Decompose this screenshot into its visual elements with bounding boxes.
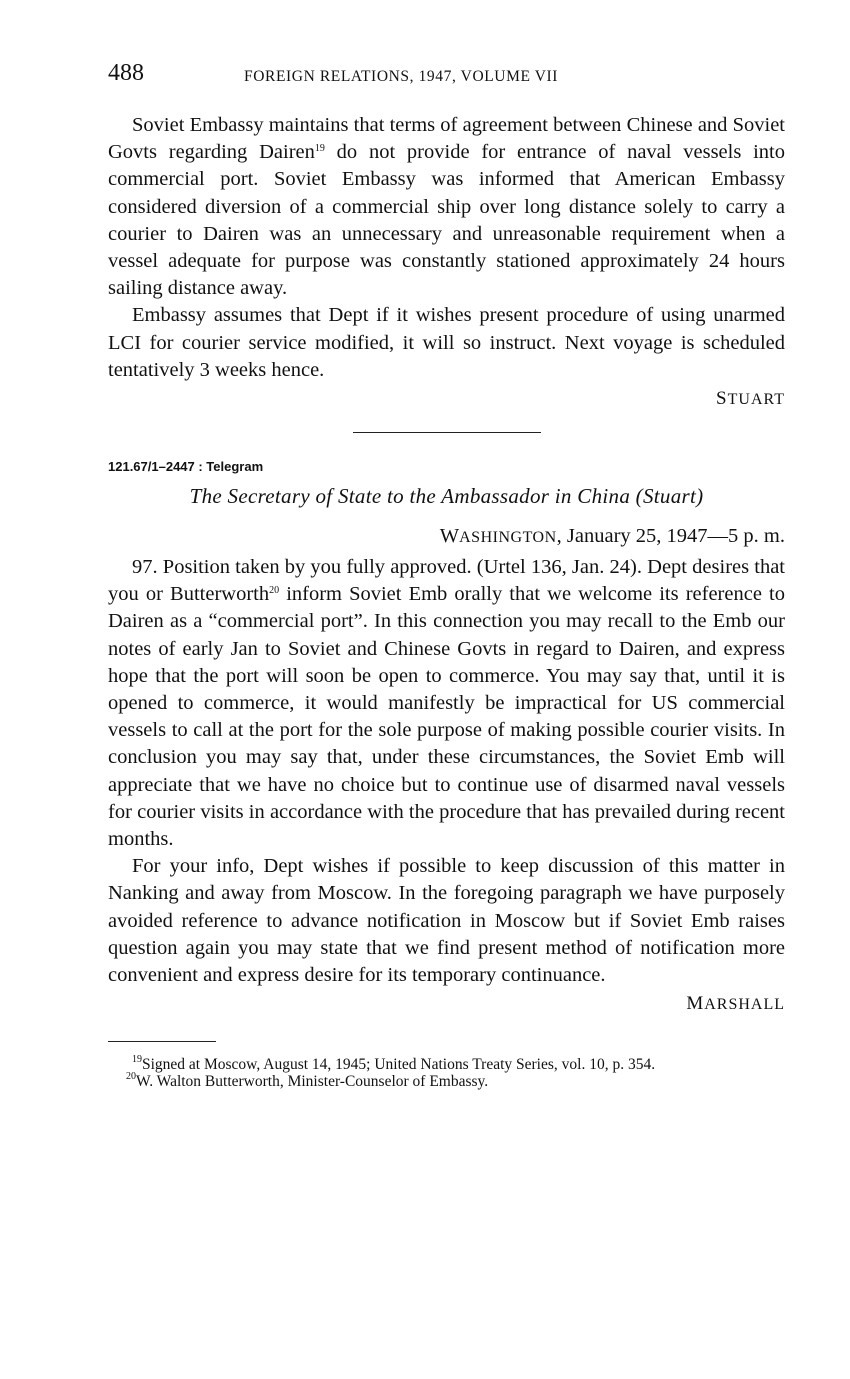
footnote-ref-20[interactable]: 20 (269, 585, 280, 597)
prior-paragraph-1 (108, 112, 785, 302)
prior-paragraph-2: Embassy assumes that Dept if it wishes present procedure of using unarmed LCI for courier service modified, it will so instruct. Next voyage is scheduled tentatively 3 weeks hence. (108, 304, 785, 381)
footnote-19 (108, 1056, 785, 1073)
page-number: 488 (108, 60, 144, 86)
document-page (108, 60, 785, 1090)
telegram-paragraph-1-text-b: inform Soviet Emb orally that we welcome its reference to Dairen as a “commercial port”. In this connection you may recall to the Emb our notes of early Jan to Soviet and Chinese Govts in regard to Dairen, and express hope that the port will soon be open to commerce. You may say that, until it is opened to commerce, it would manifestly be impractical for US commercial vessels to call at the port for the sole purpose of making possible courier visits. In conclusion you may say that, under these circumstances, the Soviet Emb will appreciate that we have no choice but to continue use of disarmed naval vessels for courier visits in accordance with the procedure that has prevailed during recent months. (108, 583, 785, 851)
signature-stuart: STUART (716, 388, 785, 410)
dateline: WASHINGTON, January 25, 1947—5 p. m. (439, 525, 785, 548)
footnote-number: 19 (132, 1054, 142, 1066)
running-title: FOREIGN RELATIONS, 1947, VOLUME VII (244, 68, 559, 85)
document-title: The Secretary of State to the Ambassador in China (Stuart) (189, 484, 704, 509)
telegram-paragraph-2: For your info, Dept wishes if possible to keep discussion of this matter in Nanking and away from Moscow. In the foregoing paragraph we have purposely avoided reference to advance notification in Moscow but if Soviet Emb raises question again you may state that we find present method of notification more convenient and express desire for its temporary continuance. (108, 855, 785, 987)
footnote-text: W. Walton Butterworth, Minister-Counselor of Embassy. (136, 1073, 489, 1091)
signature-marshall: MARSHALL (686, 993, 785, 1015)
prior-paragraph-1-text-a: Soviet Embassy maintains that terms of agreement between Chinese and Soviet Govts regarding Dairen (108, 114, 785, 164)
running-head (108, 60, 785, 96)
telegram-paragraph-1 (108, 554, 785, 853)
footnote-divider (108, 1041, 216, 1042)
telegram-paragraph-1-text-a: 97. Position taken by you fully approved. (Urtel 136, Jan. 24). Dept desires that you or Butterworth (108, 556, 785, 606)
footnote-20 (108, 1073, 785, 1090)
section-divider (353, 432, 541, 433)
footnote-number: 20 (126, 1071, 136, 1083)
file-reference: 121.67/1–2447 : Telegram (108, 459, 264, 475)
prior-paragraph-1-text-b: do not provide for entrance of naval vessels into commercial port. Soviet Embassy was informed that American Embassy considered diversion of a commercial ship over long distance solely to carry a courier to Dairen was an unnecessary and unreasonable requirement when a vessel adequate for purpose was constantly stationed approximately 24 hours sailing distance away. (108, 141, 785, 300)
footnote-text: Signed at Moscow, August 14, 1945; United Nations Treaty Series, vol. 10, p. 354. (142, 1056, 656, 1074)
footnote-ref-19[interactable]: 19 (314, 143, 325, 155)
